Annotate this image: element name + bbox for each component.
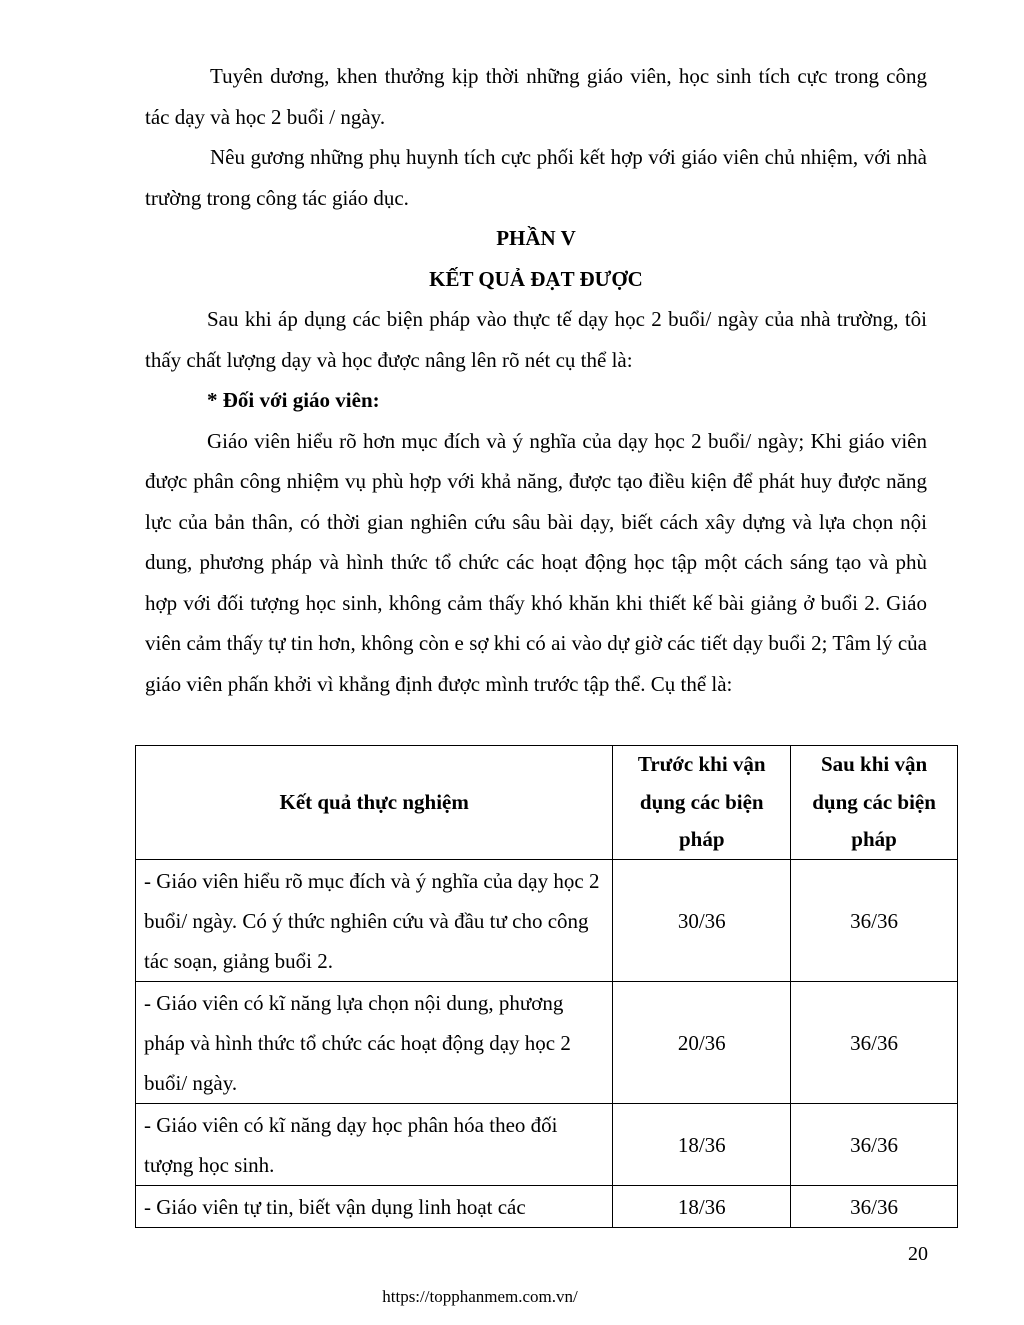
page-number: 20 (908, 1243, 928, 1265)
section-title: KẾT QUẢ ĐẠT ĐƯỢC (429, 266, 643, 291)
row-criteria: - Giáo viên có kĩ năng dạy học phân hóa theo đối tượng học sinh. (136, 1104, 613, 1186)
row-before-value: 18/36 (613, 1186, 791, 1228)
row-before-value: 18/36 (613, 1104, 791, 1186)
row-criteria: - Giáo viên tự tin, biết vận dụng linh hoạt các (136, 1186, 613, 1228)
paragraph-parents: Nêu gương những phụ huynh tích cực phối kết hợp với giáo viên chủ nhiệm, với nhà trường trong công tác giáo dục. (145, 145, 927, 210)
row-after-value: 36/36 (791, 860, 958, 982)
table-row (136, 860, 958, 982)
results-table (135, 745, 958, 1228)
header-before: Trước khi vận dụng các biện pháp (613, 746, 791, 860)
paragraph-commendation: Tuyên dương, khen thưởng kịp thời những giáo viên, học sinh tích cực trong công tác dạy và học 2 buổi / ngày. (145, 64, 927, 129)
row-before-value: 20/36 (613, 982, 791, 1104)
table-row (136, 1186, 958, 1228)
row-after-value: 36/36 (791, 1104, 958, 1186)
document-body (145, 56, 927, 704)
header-criteria: Kết quả thực nghiệm (136, 746, 613, 860)
table-row (136, 982, 958, 1104)
row-after-value: 36/36 (791, 1186, 958, 1228)
footer-url[interactable]: https://topphanmem.com.vn/ (382, 1287, 578, 1306)
teachers-subheading: * Đối với giáo viên: (207, 388, 380, 412)
row-criteria: - Giáo viên có kĩ năng lựa chọn nội dung, phương pháp và hình thức tổ chức các hoạt động dạy học 2 buổi/ ngày. (136, 982, 613, 1104)
part-heading: PHẦN V (496, 226, 576, 250)
paragraph-teachers: Giáo viên hiểu rõ hơn mục đích và ý nghĩa của dạy học 2 buổi/ ngày; Khi giáo viên được phân công nhiệm vụ phù hợp với khả năng, được tạo điều kiện để phát huy được năng lực của bản thân, có thời gian nghiên cứu sâu bài dạy, biết cách xây dựng và lựa chọn nội dung, phương pháp và hình thức tổ chức các hoạt động học tập một cách sáng tạo và phù hợp với đối tượng học sinh, không cảm thấy khó khăn khi thiết kế bài giảng ở buổi 2. Giáo viên cảm thấy tự tin hơn, không còn e sợ khi có ai vào dự giờ các tiết dạy buổi 2; Tâm lý của giáo viên phấn khởi vì khẳng định được mình trước tập thể. Cụ thể là: (145, 428, 927, 696)
row-after-value: 36/36 (791, 982, 958, 1104)
paragraph-results-intro: Sau khi áp dụng các biện pháp vào thực tế dạy học 2 buổi/ ngày của nhà trường, tôi thấy chất lượng dạy và học được nâng lên rõ nét cụ thể là: (145, 307, 927, 372)
row-before-value: 30/36 (613, 860, 791, 982)
table-header-row (136, 746, 958, 860)
row-criteria: - Giáo viên hiểu rõ mục đích và ý nghĩa của dạy học 2 buổi/ ngày. Có ý thức nghiên cứu và đầu tư cho công tác soạn, giảng buổi 2. (136, 860, 613, 982)
header-after: Sau khi vận dụng các biện pháp (791, 746, 958, 860)
table-row (136, 1104, 958, 1186)
